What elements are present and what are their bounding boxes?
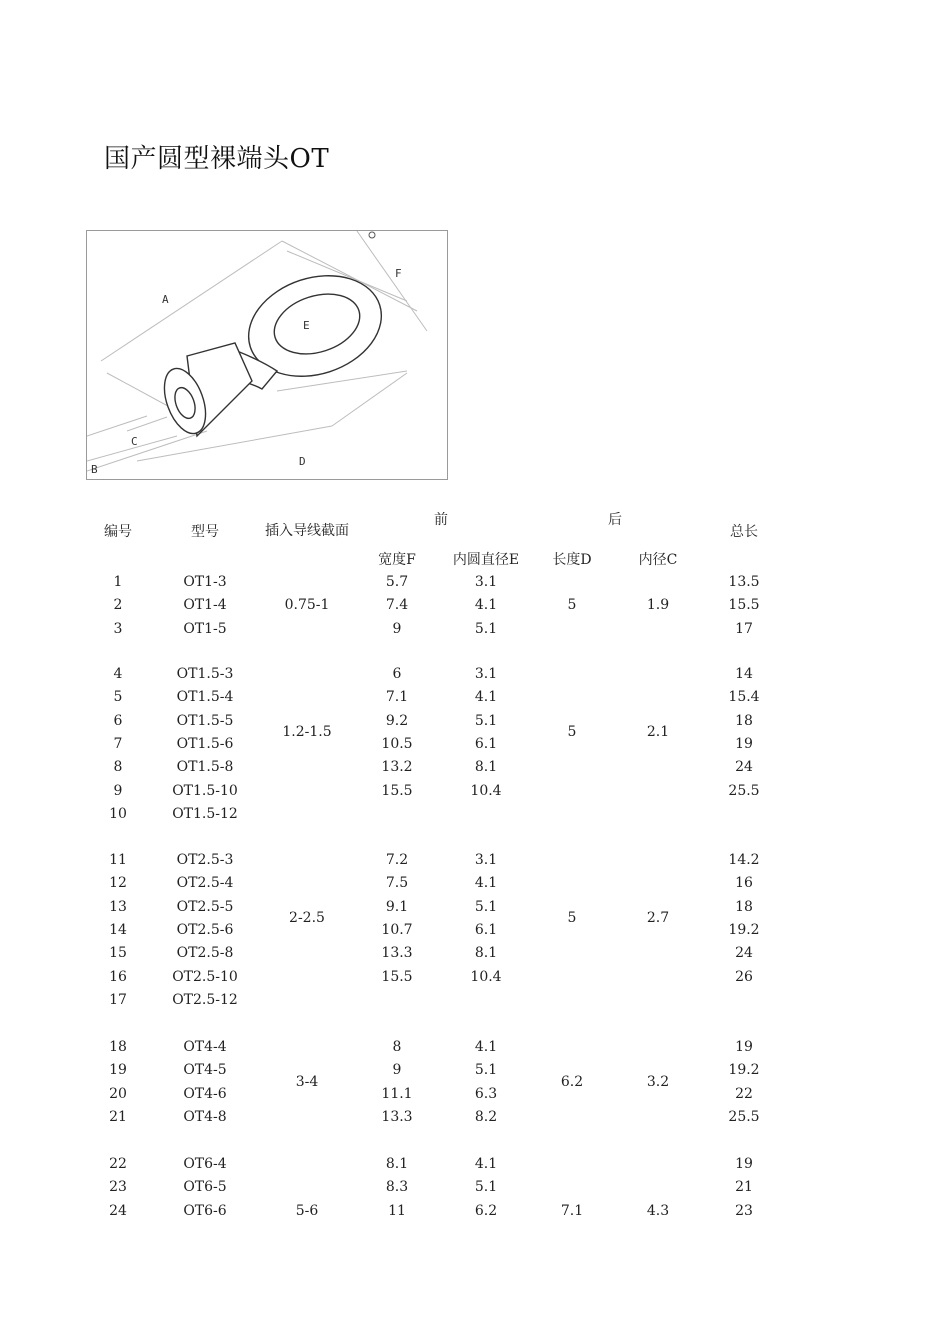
cell-inner-e: 4.1 [474, 689, 498, 706]
cell-num: 24 [109, 1202, 127, 1219]
cell-num: 16 [109, 968, 127, 985]
cell-inner-c: 2.1 [646, 724, 670, 741]
cell-model: OT4-4 [183, 1039, 227, 1055]
cell-width-f: 9.2 [385, 712, 409, 729]
cell-num: 5 [113, 689, 123, 706]
cell-width-f: 13.3 [381, 945, 413, 962]
cell-section: 2-2.5 [289, 910, 325, 927]
cell-num: 7 [113, 735, 123, 752]
label-a: A [162, 293, 169, 306]
cell-model: OT1.5-3 [176, 666, 234, 682]
cell-inner-e: 10.4 [470, 968, 502, 985]
cell-width-f: 8.3 [385, 1179, 409, 1196]
cell-inner-e: 6.3 [474, 1085, 498, 1102]
cell-inner-e: 8.2 [474, 1108, 498, 1125]
cell-width-f: 8 [392, 1039, 402, 1055]
cell-width-f: 7.4 [385, 597, 409, 614]
cell-model: OT2.5-6 [176, 921, 234, 938]
cell-num: 9 [113, 782, 123, 799]
cell-width-f: 5.7 [385, 574, 409, 590]
cell-inner-e: 6.1 [474, 735, 498, 752]
cell-model: OT1.5-8 [176, 759, 234, 776]
label-c: C [131, 435, 138, 448]
cell-model: OT2.5-4 [176, 875, 234, 892]
cell-width-f: 7.5 [385, 875, 409, 892]
cell-total: 19 [735, 1039, 753, 1055]
cell-total: 23 [735, 1202, 753, 1219]
cell-num: 14 [109, 921, 127, 938]
cell-num: 15 [109, 945, 127, 962]
cell-inner-e: 6.2 [474, 1202, 498, 1219]
label-f: F [395, 267, 402, 280]
cell-total: 17 [735, 620, 753, 637]
cell-num: 20 [109, 1085, 127, 1102]
header-num: 编号 [104, 524, 132, 540]
cell-width-f: 15.5 [381, 782, 413, 799]
cell-section: 0.75-1 [284, 597, 330, 614]
cell-total: 19 [735, 1156, 753, 1172]
cell-section: 5-6 [295, 1202, 319, 1219]
cell-num: 12 [109, 875, 127, 892]
cell-model: OT1.5-6 [176, 735, 234, 752]
cell-model: OT4-6 [183, 1085, 227, 1102]
cell-total: 25.5 [728, 1108, 760, 1125]
cell-num: 21 [109, 1108, 127, 1125]
cell-width-f: 9 [392, 620, 402, 637]
cell-width-f: 6 [392, 666, 402, 682]
cell-inner-e: 6.1 [474, 921, 498, 938]
header-total: 总长 [730, 524, 758, 540]
cell-model: OT6-5 [183, 1179, 227, 1196]
cell-num: 19 [109, 1062, 127, 1079]
cell-inner-e: 5.1 [474, 620, 498, 637]
cell-inner-e: 8.1 [474, 945, 498, 962]
cell-num: 23 [109, 1179, 127, 1196]
cell-length-d: 5 [567, 724, 577, 741]
cell-num: 1 [113, 574, 123, 590]
cell-width-f: 7.2 [385, 852, 409, 868]
header-back: 后 [608, 512, 622, 528]
cell-inner-e: 10.4 [470, 782, 502, 799]
cell-width-f: 11.1 [381, 1085, 413, 1102]
cell-inner-e: 5.1 [474, 712, 498, 729]
label-b: B [91, 463, 98, 476]
header-inner-e: 内圆直径E [452, 552, 520, 568]
header-front: 前 [434, 512, 448, 528]
cell-model: OT2.5-8 [176, 945, 234, 962]
cell-model: OT2.5-5 [176, 898, 234, 915]
cell-total: 26 [735, 968, 753, 985]
cell-inner-e: 4.1 [474, 875, 498, 892]
cell-total: 21 [735, 1179, 753, 1196]
cell-num: 11 [109, 852, 127, 868]
cell-total: 18 [735, 712, 753, 729]
cell-model: OT1.5-12 [172, 805, 238, 822]
cell-num: 17 [109, 991, 127, 1008]
cell-model: OT2.5-10 [172, 968, 238, 985]
cell-width-f: 15.5 [381, 968, 413, 985]
cell-width-f: 13.3 [381, 1108, 413, 1125]
header-section: 插入导线截面 [265, 523, 349, 539]
cell-model: OT2.5-12 [172, 991, 238, 1008]
cell-total: 19.2 [728, 1062, 760, 1079]
page-title: 国产圆型裸端头OT [104, 144, 330, 174]
cell-total: 19 [735, 735, 753, 752]
cell-section: 3-4 [295, 1073, 319, 1090]
cell-width-f: 10.7 [381, 921, 413, 938]
cell-model: OT1.5-10 [172, 782, 238, 799]
header-length-d: 长度D [552, 552, 592, 568]
header-inner-c: 内径C [638, 552, 678, 568]
cell-num: 2 [113, 597, 123, 614]
cell-inner-e: 5.1 [474, 1062, 498, 1079]
cell-num: 4 [113, 666, 123, 682]
cell-inner-c: 1.9 [646, 597, 670, 614]
cell-model: OT1-3 [183, 574, 227, 590]
cell-inner-e: 3.1 [474, 574, 498, 590]
cell-total: 22 [735, 1085, 753, 1102]
cell-num: 8 [113, 759, 123, 776]
cell-width-f: 9 [392, 1062, 402, 1079]
cell-total: 18 [735, 898, 753, 915]
cell-total: 24 [735, 945, 753, 962]
cell-total: 15.5 [728, 597, 760, 614]
cell-width-f: 9.1 [385, 898, 409, 915]
cell-total: 14 [735, 666, 753, 682]
cell-total: 16 [735, 875, 753, 892]
cell-inner-c: 3.2 [646, 1073, 670, 1090]
label-d: D [299, 455, 306, 468]
cell-model: OT1-4 [183, 597, 227, 614]
cell-num: 6 [113, 712, 123, 729]
cell-num: 22 [109, 1156, 127, 1172]
cell-total: 15.4 [728, 689, 760, 706]
cell-num: 13 [109, 898, 127, 915]
cell-inner-e: 4.1 [474, 1039, 498, 1055]
cell-model: OT4-8 [183, 1108, 227, 1125]
label-e: E [303, 319, 310, 332]
cell-inner-e: 3.1 [474, 666, 498, 682]
cell-num: 10 [109, 805, 127, 822]
cell-length-d: 5 [567, 910, 577, 927]
cell-width-f: 10.5 [381, 735, 413, 752]
header-width-f: 宽度F [378, 552, 416, 568]
cell-model: OT1.5-5 [176, 712, 234, 729]
cell-length-d: 6.2 [560, 1073, 584, 1090]
cell-inner-e: 8.1 [474, 759, 498, 776]
cell-width-f: 7.1 [385, 689, 409, 706]
cell-model: OT1-5 [183, 620, 227, 637]
header-model: 型号 [191, 524, 219, 540]
cell-inner-e: 5.1 [474, 898, 498, 915]
cell-width-f: 8.1 [385, 1156, 409, 1172]
cell-inner-e: 4.1 [474, 1156, 498, 1172]
cell-inner-e: 5.1 [474, 1179, 498, 1196]
cell-num: 18 [109, 1039, 127, 1055]
cell-model: OT4-5 [183, 1062, 227, 1079]
cell-model: OT6-6 [183, 1202, 227, 1219]
cell-model: OT6-4 [183, 1156, 227, 1172]
cell-total: 24 [735, 759, 753, 776]
cell-total: 14.2 [728, 852, 760, 868]
cell-section: 1.2-1.5 [282, 724, 332, 741]
cell-length-d: 5 [567, 597, 577, 614]
cell-width-f: 13.2 [381, 759, 413, 776]
cell-inner-c: 4.3 [646, 1202, 670, 1219]
cell-model: OT1.5-4 [176, 689, 234, 706]
cell-total: 19.2 [728, 921, 760, 938]
cell-inner-e: 4.1 [474, 597, 498, 614]
cell-num: 3 [113, 620, 123, 637]
cell-total: 13.5 [728, 574, 760, 590]
cell-length-d: 7.1 [560, 1202, 584, 1219]
cell-width-f: 11 [388, 1202, 406, 1219]
cell-inner-c: 2.7 [646, 910, 670, 927]
cell-inner-e: 3.1 [474, 852, 498, 868]
cell-model: OT2.5-3 [176, 852, 234, 868]
cell-total: 25.5 [728, 782, 760, 799]
